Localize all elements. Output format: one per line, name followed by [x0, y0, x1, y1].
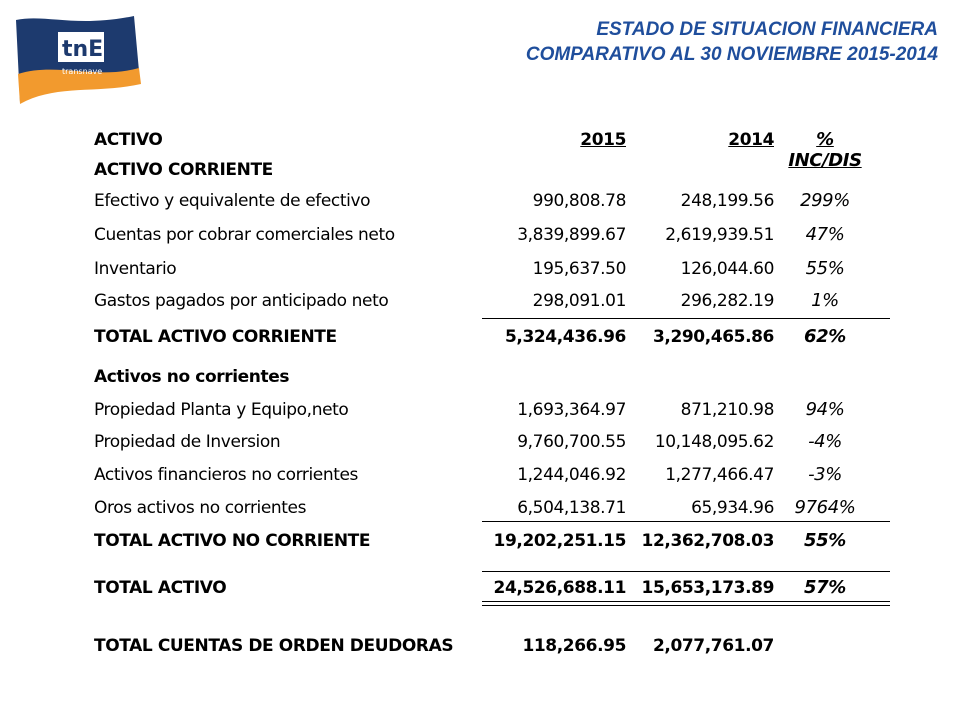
header-label: ACTIVO: [94, 130, 163, 150]
memo-accounts-row: [0, 632, 960, 662]
value-2015: 5,324,436.96: [504, 327, 626, 347]
pct-change: 47%: [805, 224, 845, 245]
value-2015: 195,637.50: [532, 259, 626, 279]
value-2014: 3,290,465.86: [652, 327, 774, 347]
pct-change: 94%: [805, 399, 845, 420]
subtotal-rule: [482, 521, 890, 522]
pct-change: -4%: [808, 431, 842, 452]
value-2015: 1,244,046.92: [517, 465, 626, 485]
table-row: [0, 396, 960, 426]
pct-change: -3%: [808, 464, 842, 485]
header-year-2015: 2015: [580, 130, 626, 150]
pct-change: 55%: [805, 258, 845, 279]
table-row: [0, 287, 960, 317]
row-label: Propiedad de Inversion: [94, 432, 281, 452]
document-title: [526, 18, 938, 68]
section-heading: [0, 363, 960, 393]
table-row: [0, 255, 960, 285]
value-2015: 24,526,688.11: [493, 578, 626, 598]
value-2014: 871,210.98: [680, 400, 774, 420]
title-line-1: ESTADO DE SITUACION FINANCIERA: [596, 19, 938, 40]
transnave-logo: [6, 12, 146, 108]
total-row: [0, 323, 960, 353]
value-2015: 118,266.95: [522, 636, 626, 656]
value-2015: 19,202,251.15: [493, 531, 626, 551]
row-label: TOTAL CUENTAS DE ORDEN DEUDORAS: [94, 636, 454, 656]
value-2014: 15,653,173.89: [641, 578, 774, 598]
row-label: Gastos pagados por anticipado neto: [94, 291, 389, 311]
row-label: Inventario: [94, 259, 177, 279]
value-2014: 248,199.56: [680, 191, 774, 211]
section-noncurrent-label: Activos no corrientes: [94, 367, 290, 387]
svg-text:tnE: tnE: [62, 37, 104, 62]
section-heading: [0, 156, 960, 186]
table-row: [0, 461, 960, 491]
pct-change: 62%: [804, 326, 846, 347]
value-2015: 1,693,364.97: [517, 400, 626, 420]
grand-total-row: [0, 574, 960, 604]
row-label: TOTAL ACTIVO CORRIENTE: [94, 327, 337, 347]
value-2015: 3,839,899.67: [517, 225, 626, 245]
grand-total-double-rule: [482, 601, 890, 606]
pct-change: 299%: [800, 190, 850, 211]
table-row: [0, 494, 960, 524]
row-label: TOTAL ACTIVO NO CORRIENTE: [94, 531, 371, 551]
table-row: [0, 187, 960, 217]
value-2014: 126,044.60: [680, 259, 774, 279]
header-year-2014: 2014: [728, 130, 774, 150]
value-2014: 12,362,708.03: [641, 531, 774, 551]
value-2015: 6,504,138.71: [517, 498, 626, 518]
title-line-2: COMPARATIVO AL 30 NOVIEMBRE 2015-2014: [525, 44, 938, 65]
pct-change: 55%: [804, 530, 846, 551]
subtotal-rule: [482, 571, 890, 572]
total-row: [0, 527, 960, 557]
pct-change: 57%: [804, 577, 846, 598]
pct-change: 9764%: [794, 497, 856, 518]
value-2015: 990,808.78: [532, 191, 626, 211]
row-label: TOTAL ACTIVO: [94, 578, 227, 598]
value-2014: 296,282.19: [680, 291, 774, 311]
row-label: Activos financieros no corrientes: [94, 465, 359, 485]
value-2014: 65,934.96: [691, 498, 774, 518]
row-label: Efectivo y equivalente de efectivo: [94, 191, 371, 211]
value-2014: 10,148,095.62: [654, 432, 774, 452]
table-row: [0, 428, 960, 458]
row-label: Cuentas por cobrar comerciales neto: [94, 225, 395, 245]
value-2015: 9,760,700.55: [517, 432, 626, 452]
value-2015: 298,091.01: [532, 291, 626, 311]
section-current-label: ACTIVO CORRIENTE: [94, 160, 273, 180]
row-label: Propiedad Planta y Equipo,neto: [94, 400, 349, 420]
header-pct: % INC/DIS: [788, 129, 862, 171]
row-label: Oros activos no corrientes: [94, 498, 307, 518]
value-2014: 1,277,466.47: [665, 465, 774, 485]
value-2014: 2,077,761.07: [652, 636, 774, 656]
svg-text:transnave: transnave: [62, 67, 103, 76]
value-2014: 2,619,939.51: [665, 225, 774, 245]
table-row: [0, 221, 960, 251]
pct-change: 1%: [811, 290, 839, 311]
subtotal-rule: [482, 318, 890, 319]
